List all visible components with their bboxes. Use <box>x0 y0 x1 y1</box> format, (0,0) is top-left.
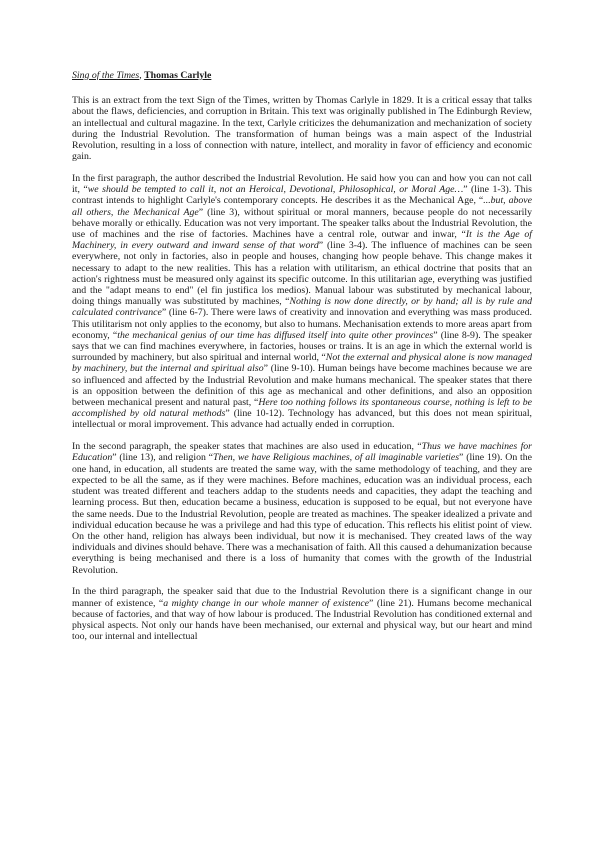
text-run: ” (line 13), and religion “ <box>112 452 214 464</box>
quotation: Then, we have Religious machines, of all imaginable varieties <box>213 452 460 464</box>
quotation: a mighty change in our whole manner of existence <box>163 597 370 609</box>
quotation: It is the Age of Machinery, in every outward and inward sense of that word <box>72 229 532 252</box>
text-run: ” (line 19). On the one hand, in education, all students are treated the same way, with the same methodology of teaching, and they are expected to be all the same, as if they were machines. Before machines, education was an individual process, each student was treated different and teachers addap to the students needs and capacities, they adapt the teaching and learning process. But then, education became a business, education is supposed to be equal, but not everyone have the same needs. Due to the Industrial Revolution, people are treated as machines. The speaker idealized a private and individual education because he was a privilege and had this type of education. This reflects his elitist point of view. On the other hand, religion has always been individual, but now it is mechanised. They created laws of the way individuals and divines should behave. There was a mechanisation of faith. All this caused a dehumanization because everything is being mechanised and there is a loss of humanity that comes with the growth of the Industrial Revolution. <box>72 452 532 576</box>
text-run: ” (line 3-4). The influence of machines can be seen everywhere, not only in factories, also in people and houses, changing how people behave. This change makes it necessary to adapt to the new realities. This has a relation with utilitarism, an ethical doctrine that posits that an action's rightness must be measured only against its specific outcome. In this utilitarian age, everything was justified and the "adapt means to end" (el fin justifica los medios). Manual labour was substituted by mechanical labour, doing things manually was substituted by machines, “ <box>72 240 532 308</box>
quotation: ...but, above all others, the Mechanical Age <box>72 195 532 218</box>
title-author: Thomas Carlyle <box>144 70 212 81</box>
quotation: Nothing is now done directly, or by hand; all is by rule and calculated contrivance <box>72 296 532 319</box>
text-run: ” (line 3), without spiritual or moral manners, because people do not necessarily behave morally or ethically. Education was not very important. The speaker talks about the Industrial Revolution, the use of machines and the rise of factories. Machines have a central role, outwar and inwar, “ <box>72 206 532 241</box>
paragraph <box>72 586 532 642</box>
paragraph <box>72 441 532 575</box>
text-run: In the third paragraph, the speaker said that due to the Industrial Revolution there is a significant change in our manner of existence, “ <box>72 586 532 609</box>
quotation: the mechanical genius of our time has diffused itself into quite other provinces <box>117 329 434 341</box>
document-body <box>72 95 532 642</box>
text-run: In the first paragraph, the author described the Industrial Revolution. He said how you can and how you can not call it, “ <box>72 173 532 196</box>
title-work: Sing of the Times <box>72 70 140 81</box>
text-run: ” (line 10-12). Technology has advanced, but this does not mean spiritual, intellectual or moral improvement. This advance had actually ended in corruption. <box>72 408 532 431</box>
text-run: ” (line 8-9). The speaker says that we can find machines everywhere, in factories, houses or trains. It is an age in which the external world is surrounded by machinery, but also spiritual and internal world, “ <box>72 329 533 364</box>
quotation: Thus we have machines for Education <box>72 441 532 464</box>
text-run: ” (line 6-7). There were laws of creativity and innovation and everything was mass produced. This utilitarism not only applies to the economy, but also to humans. Mechanisation extends to more areas apart from economy, “ <box>72 307 533 341</box>
quotation: Not the external and physical alone is now managed by machinery, but the internal and spiritual also <box>72 352 532 375</box>
text-run: ” (line 1-3). This contrast intends to highlight Carlyle's contemporary concepts. He describes it as the Mechanical Age, “ <box>72 184 532 207</box>
quotation: Here too nothing follows its spontaneous course, nothing is left to be accomplished by old natural methods <box>72 397 532 420</box>
document-page <box>72 70 532 653</box>
text-run: ” (line 9-10). Human beings have become machines because we are so influenced and affected by the Industrial Revolution and make humans mechanical. The speaker states that there is an opposition between the definition of this age as mechanical and other definitions, and also an opposition between mechanical present and natural past, “ <box>72 363 532 409</box>
paragraph <box>72 173 532 431</box>
quotation: we should be tempted to call it, not an Heroical, Devotional, Philosophical, or Moral Age… <box>87 184 464 196</box>
text-run: In the second paragraph, the speaker states that machines are also used in education, “ <box>72 441 422 453</box>
document-title <box>72 70 532 81</box>
text-run: This is an extract from the text Sign of the Times, written by Thomas Carlyle in 1829. It is a critical essay that talks about the flaws, deficiencies, and corruption in Britain. This text was originally published in The Edinburgh Review, an intellectual and cultural magazine. In the text, Carlyle criticizes the dehumanization and mechanization of society during the Industrial Revolution. The transformation of human beings was a main aspect of the Industrial Revolution, resulting in a loss of connection with nature, intellect, and morality in favor of efficiency and economic gain. <box>72 95 532 163</box>
paragraph <box>72 95 532 162</box>
text-run: ” (line 21). Humans become mechanical because of factories, and that way of how labour is produced. The Industrial Revolution has conditioned external and physical aspects. Not only our hands have been mechanised, our external and physical way, but our heart and mind too, our internal and intellectual <box>72 597 532 643</box>
title-separator: , <box>139 70 145 81</box>
